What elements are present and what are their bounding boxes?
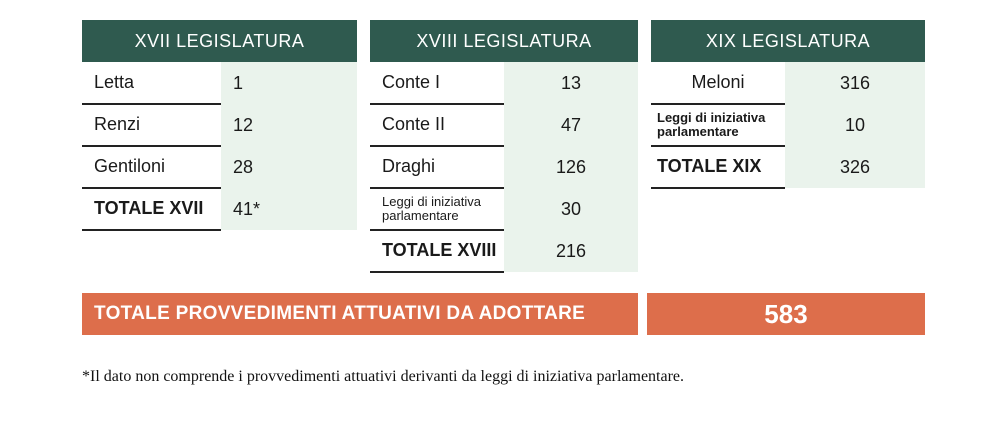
table-row-total <box>82 188 357 230</box>
row-label: Leggi di iniziativa parlamentare <box>370 188 504 231</box>
grand-total-label-bar <box>82 293 638 335</box>
row-label: Gentiloni <box>82 146 221 189</box>
row-label: Conte I <box>370 62 504 105</box>
table-xix-header: XIX LEGISLATURA <box>651 20 925 62</box>
row-label: Leggi di iniziativa parlamentare <box>651 104 785 147</box>
row-label: Conte II <box>370 104 504 147</box>
grand-total-label: TOTALE PROVVEDIMENTI ATTUATIVI DA ADOTTARE <box>94 303 586 324</box>
table-row <box>82 62 357 104</box>
row-label-total: TOTALE XVII <box>82 188 221 231</box>
table-row-total <box>651 146 925 188</box>
grand-total-value-bar <box>647 293 925 335</box>
row-value: 1 <box>221 62 357 104</box>
table-xix <box>651 20 925 188</box>
row-value: 316 <box>785 62 925 104</box>
table-xvii <box>82 20 357 230</box>
table-row <box>82 104 357 146</box>
row-value-total: 326 <box>785 146 925 188</box>
row-value: 126 <box>504 146 638 188</box>
row-value-total: 41* <box>221 188 357 230</box>
table-xviii-header: XVIII LEGISLATURA <box>370 20 638 62</box>
table-row <box>370 188 638 230</box>
table-row <box>370 62 638 104</box>
footnote: *Il dato non comprende i provvedimenti attuativi derivanti da leggi di iniziativa parlamentare. <box>82 368 685 385</box>
row-value-total: 216 <box>504 230 638 272</box>
row-label-total: TOTALE XVIII <box>370 230 504 273</box>
table-xvii-header: XVII LEGISLATURA <box>82 20 357 62</box>
table-row <box>651 62 925 104</box>
table-row <box>651 104 925 146</box>
row-label: Draghi <box>370 146 504 189</box>
row-label: Renzi <box>82 104 221 147</box>
row-label: Letta <box>82 62 221 105</box>
row-label-total: TOTALE XIX <box>651 146 785 189</box>
table-row-total <box>370 230 638 272</box>
table-row <box>370 146 638 188</box>
row-value: 12 <box>221 104 357 146</box>
row-label: Meloni <box>651 62 785 105</box>
table-row <box>370 104 638 146</box>
row-value: 28 <box>221 146 357 188</box>
row-value: 10 <box>785 104 925 146</box>
grand-total-value: 583 <box>764 298 808 329</box>
row-value: 13 <box>504 62 638 104</box>
row-value: 47 <box>504 104 638 146</box>
row-value: 30 <box>504 188 638 230</box>
table-row <box>82 146 357 188</box>
table-xviii <box>370 20 638 272</box>
